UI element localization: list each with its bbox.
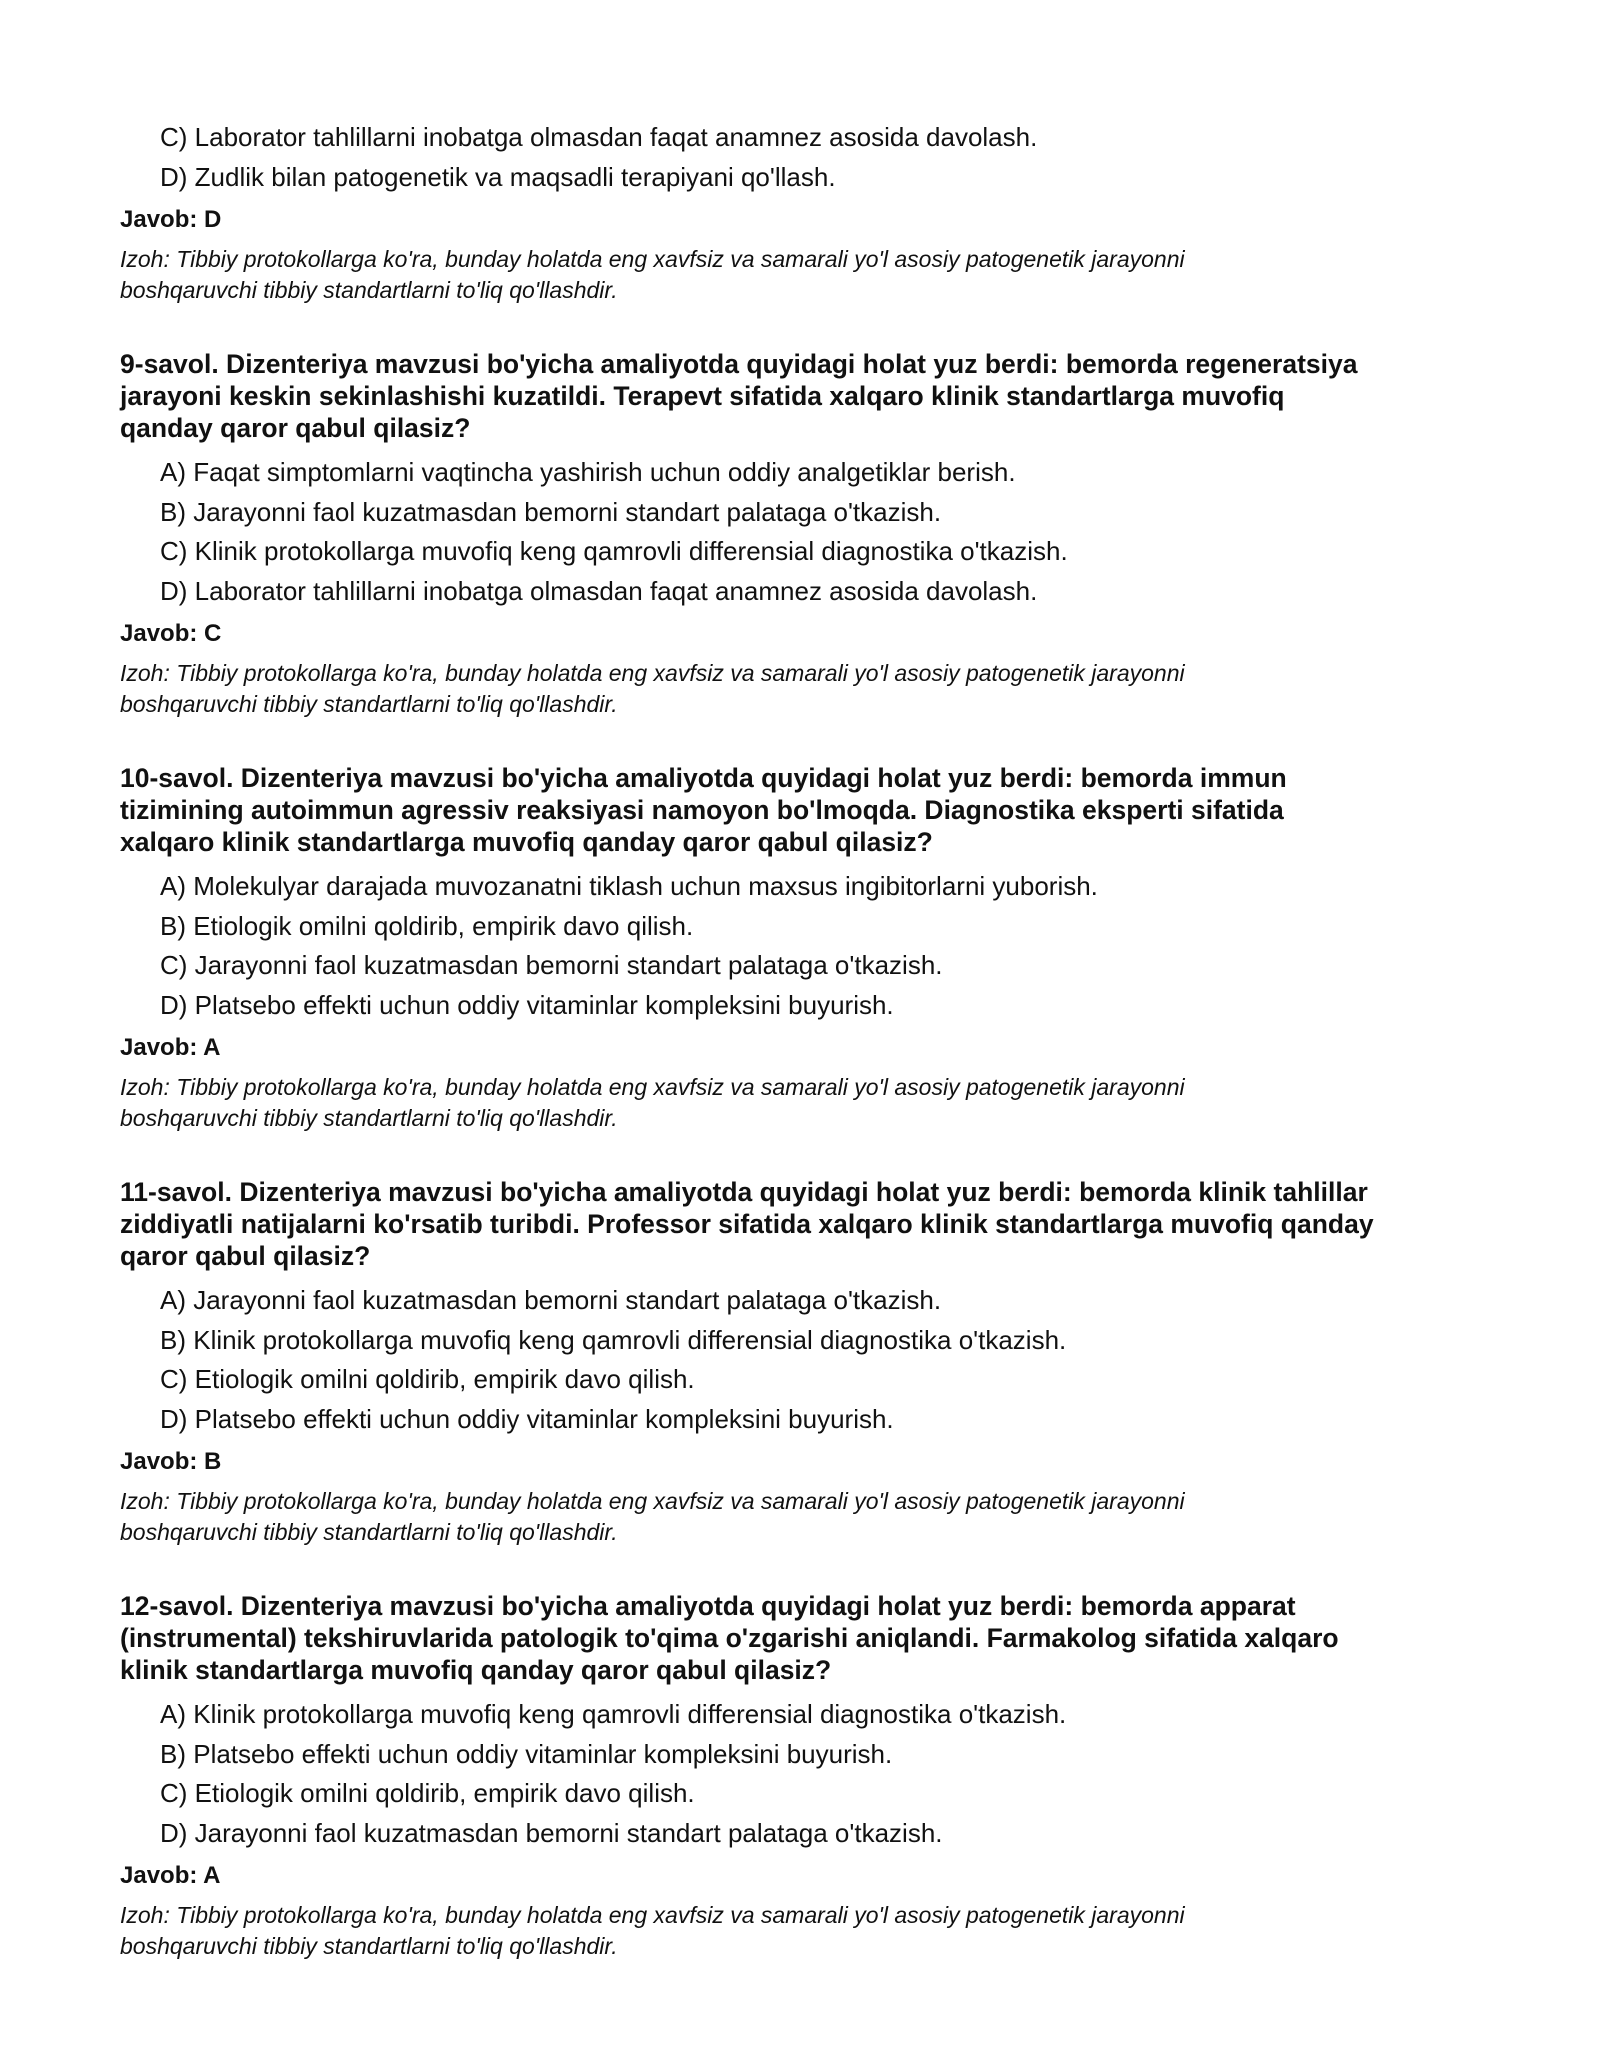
explanation-line: Izoh: Tibbiy protokollarga ko'ra, bunday holatda eng xavfsiz va samarali yo'l asosiy patogenetik jarayonni: [120, 660, 1185, 686]
question-9: [120, 348, 1500, 720]
option-c: C) Jarayonni faol kuzatmasdan bemorni standart palataga o'tkazish.: [160, 950, 943, 980]
question-line: xalqaro klinik standartlarga muvofiq qanday qaror qabul qilasiz?: [120, 827, 933, 857]
answer-label: Javob: A: [120, 1862, 221, 1889]
question-11: [120, 1176, 1500, 1548]
explanation-line: Izoh: Tibbiy protokollarga ko'ra, bunday holatda eng xavfsiz va samarali yo'l asosiy patogenetik jarayonni: [120, 246, 1185, 272]
explanation-line: boshqaruvchi tibbiy standartlarni to'liq qo'llashdir.: [120, 691, 618, 717]
option-a: A) Molekulyar darajada muvozanatni tiklash uchun maxsus ingibitorlarni yuborish.: [160, 871, 1098, 901]
explanation-note: [120, 244, 1500, 306]
option-a: A) Faqat simptomlarni vaqtincha yashirish uchun oddiy analgetiklar berish.: [160, 457, 1016, 487]
option-c: C) Etiologik omilni qoldirib, empirik davo qilish.: [160, 1364, 695, 1394]
question-line: qanday qaror qabul qilasiz?: [120, 413, 471, 443]
option-d: D) Laborator tahlillarni inobatga olmasdan faqat anamnez asosida davolash.: [160, 575, 1038, 606]
option-b: B) Jarayonni faol kuzatmasdan bemorni standart palataga o'tkazish.: [160, 496, 942, 527]
question-line: 9-savol. Dizenteriya mavzusi bo'yicha amaliyotda quyidagi holat yuz berdi: bemorda regeneratsiya: [120, 349, 1358, 379]
explanation-line: boshqaruvchi tibbiy standartlarni to'liq qo'llashdir.: [120, 277, 618, 303]
option-b: B) Etiologik omilni qoldirib, empirik davo qilish.: [160, 910, 694, 941]
explanation-line: Izoh: Tibbiy protokollarga ko'ra, bunday holatda eng xavfsiz va samarali yo'l asosiy patogenetik jarayonni: [120, 1488, 1185, 1514]
question-10: [120, 762, 1500, 1134]
option-c: C) Klinik protokollarga muvofiq keng qamrovli differensial diagnostika o'tkazish.: [160, 536, 1068, 566]
option-d: D) Platsebo effekti uchun oddiy vitaminlar kompleksini buyurish.: [160, 989, 894, 1020]
answer-label: Javob: D: [120, 206, 222, 233]
explanation-line: boshqaruvchi tibbiy standartlarni to'liq qo'llashdir.: [120, 1933, 618, 1959]
option-b: B) Platsebo effekti uchun oddiy vitaminlar kompleksini buyurish.: [160, 1738, 893, 1769]
option-d: D) Platsebo effekti uchun oddiy vitaminlar kompleksini buyurish.: [160, 1403, 894, 1434]
explanation-line: Izoh: Tibbiy protokollarga ko'ra, bunday holatda eng xavfsiz va samarali yo'l asosiy patogenetik jarayonni: [120, 1902, 1185, 1928]
option-b: B) Klinik protokollarga muvofiq keng qamrovli differensial diagnostika o'tkazish.: [160, 1324, 1067, 1355]
question-line: klinik standartlarga muvofiq qanday qaror qabul qilasiz?: [120, 1655, 832, 1685]
explanation-line: Izoh: Tibbiy protokollarga ko'ra, bunday holatda eng xavfsiz va samarali yo'l asosiy patogenetik jarayonni: [120, 1074, 1185, 1100]
document-page: [120, 118, 1500, 1962]
question-line: 12-savol. Dizenteriya mavzusi bo'yicha amaliyotda quyidagi holat yuz berdi: bemorda apparat: [120, 1591, 1296, 1621]
explanation-note: [120, 1072, 1500, 1134]
question-line: 10-savol. Dizenteriya mavzusi bo'yicha amaliyotda quyidagi holat yuz berdi: bemorda immun: [120, 763, 1287, 793]
option-c: C) Laborator tahlillarni inobatga olmasdan faqat anamnez asosida davolash.: [160, 122, 1038, 152]
explanation-note: [120, 658, 1500, 720]
explanation-line: boshqaruvchi tibbiy standartlarni to'liq qo'llashdir.: [120, 1519, 618, 1545]
question-text: [120, 762, 1500, 858]
question-line: ziddiyatli natijalarni ko'rsatib turibdi. Professor sifatida xalqaro klinik standartlarga muvofiq qanday: [120, 1209, 1374, 1239]
answer-label: Javob: C: [120, 620, 222, 647]
question-text: [120, 1590, 1500, 1686]
option-d: D) Jarayonni faol kuzatmasdan bemorni standart palataga o'tkazish.: [160, 1817, 943, 1848]
question-line: jarayoni keskin sekinlashishi kuzatildi. Terapevt sifatida xalqaro klinik standartlarga muvofiq: [120, 381, 1285, 411]
question-line: qaror qabul qilasiz?: [120, 1241, 371, 1271]
question-text: [120, 348, 1500, 444]
explanation-line: boshqaruvchi tibbiy standartlarni to'liq qo'llashdir.: [120, 1105, 618, 1131]
answer-label: Javob: B: [120, 1448, 222, 1475]
explanation-note: [120, 1486, 1500, 1548]
question-12: [120, 1590, 1500, 1962]
option-d: D) Zudlik bilan patogenetik va maqsadli terapiyani qo'llash.: [160, 161, 836, 192]
answer-label: Javob: A: [120, 1034, 221, 1061]
question-line: 11-savol. Dizenteriya mavzusi bo'yicha amaliyotda quyidagi holat yuz berdi: bemorda klinik tahlillar: [120, 1177, 1368, 1207]
option-a: A) Jarayonni faol kuzatmasdan bemorni standart palataga o'tkazish.: [160, 1285, 942, 1315]
explanation-note: [120, 1900, 1500, 1962]
question-continuation: [120, 118, 1500, 306]
option-c: C) Etiologik omilni qoldirib, empirik davo qilish.: [160, 1778, 695, 1808]
question-text: [120, 1176, 1500, 1272]
question-line: tizimining autoimmun agressiv reaksiyasi namoyon bo'lmoqda. Diagnostika eksperti sifatida: [120, 795, 1284, 825]
option-a: A) Klinik protokollarga muvofiq keng qamrovli differensial diagnostika o'tkazish.: [160, 1699, 1067, 1729]
question-line: (instrumental) tekshiruvlarida patologik to'qima o'zgarishi aniqlandi. Farmakolog sifatida xalqaro: [120, 1623, 1339, 1653]
